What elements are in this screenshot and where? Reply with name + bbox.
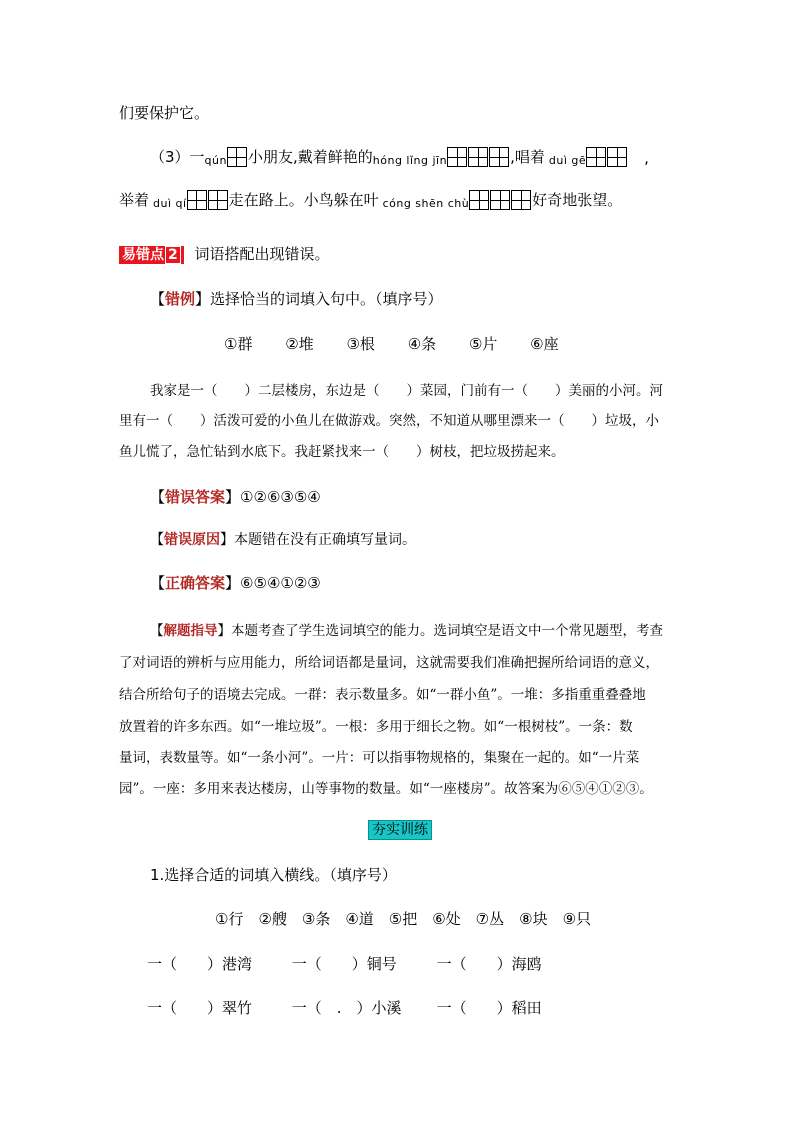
- passage-line: 里有一（ ）活泼可爱的小鱼儿在做游戏。突然，不知道从哪里漂来一（ ）垃圾，小: [119, 413, 659, 429]
- pinyin: hóng lǐng jīn: [372, 154, 448, 167]
- wrong-reason: 【错误原因】本题错在没有正确填写量词。: [150, 532, 416, 548]
- training-tag: 夯实训练: [368, 820, 432, 840]
- example-options: [224, 333, 559, 354]
- text-fragment: 好奇地张望。: [532, 191, 623, 209]
- correct-answer: 【正确答案】⑥⑤④①②③: [150, 574, 321, 592]
- guide-line: 量词，表数量等。如“一条小河”。一片：可以指事物规格的，集聚在一起的。如“一片菜: [119, 750, 640, 766]
- text-fragment: 举着: [119, 191, 150, 209]
- sentence-line-3: [119, 189, 622, 210]
- passage-line: 我家是一（ ）二层楼房，东边是（ ）菜园，门前有一（ ）美丽的小河。河: [150, 383, 663, 399]
- sentence-line-2: [150, 146, 649, 167]
- text-fragment: ,: [644, 149, 649, 167]
- option: ②堆: [285, 335, 314, 353]
- guide-line: 了对词语的辨析与应用能力，所给词语都是量词，这就需要我们准确把握所给词语的意义，: [119, 655, 659, 671]
- option: ④条: [407, 335, 437, 353]
- section-header: [119, 243, 330, 264]
- pinyin: cóng shēn chù: [382, 197, 470, 210]
- option: ①群: [224, 335, 253, 353]
- writing-boxes[interactable]: [187, 190, 229, 210]
- text-fragment: 走在路上。小鸟躲在叶: [228, 191, 379, 209]
- option: ③根: [346, 335, 375, 353]
- fill-blank[interactable]: 一（ ）铜号: [291, 955, 397, 973]
- question-options: ①行 ②艘 ③条 ④道 ⑤把 ⑥处 ⑦丛 ⑧块 ⑨只: [215, 910, 592, 928]
- pinyin: duì gē: [548, 154, 587, 167]
- text-line: 们要保护它。: [119, 104, 210, 122]
- fill-blank[interactable]: 一（ . ）小溪: [291, 999, 402, 1017]
- writing-boxes[interactable]: [447, 147, 510, 167]
- pinyin: duì qí: [153, 197, 187, 210]
- guide-line: 放置着的许多东西。如“一堆垃圾”。一根：多用于细长之物。如“一根树枝”。一条：数: [119, 719, 633, 735]
- pinyin: qún: [204, 154, 227, 167]
- fill-blank[interactable]: 一（ ）海鸥: [436, 955, 542, 973]
- answer-row: [147, 953, 542, 974]
- text-fragment: （3）一: [150, 148, 205, 166]
- training-tag-wrap: [368, 819, 432, 839]
- guide-line: 园”。一座：多用来表达楼房，山等事物的数量。如“一座楼房”。故答案为⑥⑤④①②③。: [119, 781, 653, 797]
- writing-boxes[interactable]: [586, 147, 628, 167]
- option: ⑤片: [468, 335, 498, 353]
- question-title: 1.选择合适的词填入横线。（填序号）: [150, 866, 397, 884]
- writing-boxes[interactable]: [227, 147, 248, 167]
- error-point-tag: 易错点 2: [119, 246, 184, 264]
- guide-line: 结合所给句子的语境去完成。一群：表示数量多。如“一群小鱼”。一堆：多指重重叠叠地: [119, 687, 646, 703]
- wrong-answer: 【错误答案】①②⑥③⑤④: [150, 488, 321, 506]
- passage-line: 鱼儿慌了，急忙钻到水底下。我赶紧找来一（ ）树枝，把垃圾捞起来。: [119, 444, 565, 460]
- text-fragment: ,唱着: [510, 148, 545, 166]
- option: ⑥座: [530, 335, 559, 353]
- fill-blank[interactable]: 一（ ）稻田: [436, 999, 542, 1017]
- example-heading: 【错例】选择恰当的词填入句中。（填序号）: [150, 290, 443, 308]
- answer-row: [147, 997, 542, 1018]
- fill-blank[interactable]: 一（ ）翠竹: [147, 999, 253, 1017]
- writing-boxes[interactable]: [469, 190, 532, 210]
- text-fragment: 小朋友,戴着鲜艳的: [247, 148, 373, 166]
- guide-line: 【解题指导】本题考查了学生选词填空的能力。选词填空是语文中一个常见题型，考查: [150, 623, 663, 639]
- fill-blank[interactable]: 一（ ）港湾: [147, 955, 253, 973]
- section-title: 词语搭配出现错误。: [194, 245, 330, 263]
